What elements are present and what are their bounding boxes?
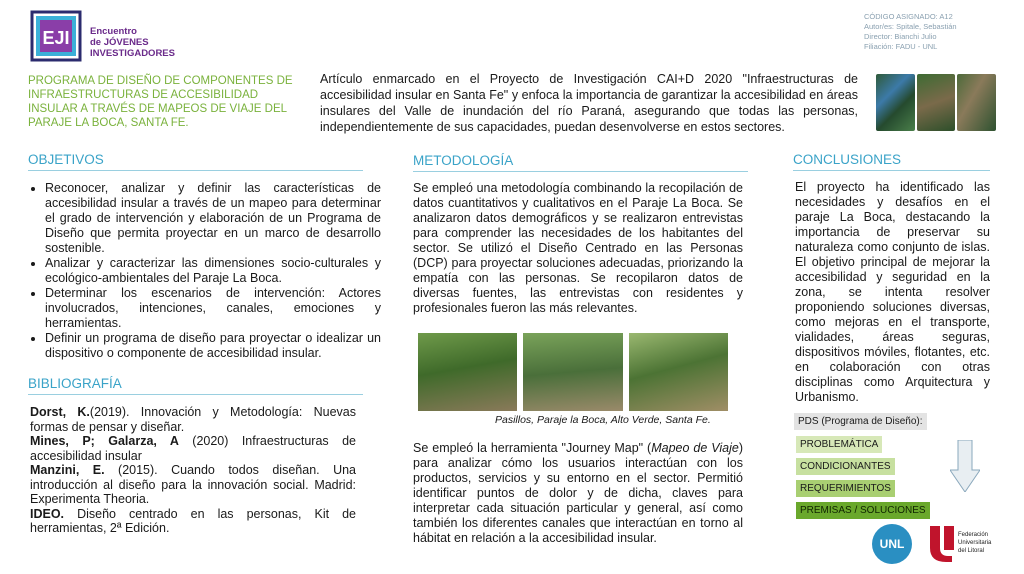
bibliography-list: [30, 405, 356, 536]
bib-entry: Mines, P; Galarza, A (2020) Infraestructuras de accesibilidad insular: [30, 434, 356, 463]
down-arrow-icon: [950, 440, 980, 492]
top-photo-strip: [876, 74, 996, 131]
logo-text: Encuentro de JÓVENES INVESTIGADORES: [90, 26, 175, 59]
list-item: • Analizar y caracterizar las dimensiones socio-culturales y ecológico-ambientales del Paraje La Boca.: [45, 256, 381, 286]
intro-paragraph: Artículo enmarcado en el Proyecto de Investigación CAI+D 2020 "Infraestructuras de accesibilidad insular en Santa Fe" y enfoca la importancia de garantizar la accesibilidad en áreas insulares del Valle de inundación del río Paraná, asegurando que todas las personas, independientemente de sus capacidades, puedan desenvolverse en estos sectores.: [320, 72, 858, 134]
list-item: • Reconocer, analizar y definir las características de accesibilidad insular a través de un mapeo para determinar el grado de intervención y elaboración de un Programa de Diseño que permita proyectar en un marco de desarrollo sostenible.: [45, 181, 381, 256]
project-meta: [864, 12, 957, 52]
pasillo-photo-3: [629, 333, 728, 411]
unl-logo: UNL: [872, 524, 912, 564]
pasillo-photo-1: [418, 333, 517, 411]
meta-code: CÓDIGO ASIGNADO: A12: [864, 12, 953, 21]
pds-label: PDS (Programa de Diseño):: [794, 413, 927, 430]
bibliografia-heading: BIBLIOGRAFÍA: [28, 376, 363, 395]
eji-logo: [30, 10, 82, 62]
meta-director: Director: Bianchi Julio: [864, 32, 937, 41]
bib-entry: Dorst, K.(2019). Innovación y Metodología: Nuevas formas de pensar y diseñar.: [30, 405, 356, 434]
meta-author: Autor/es: Spitale, Sebastián: [864, 22, 957, 31]
fue-line: Universitaria: [958, 540, 992, 546]
photo-caption: Pasillos, Paraje la Boca, Alto Verde, Santa Fe.: [495, 414, 711, 426]
aerial-photo-2: [917, 74, 956, 131]
fue-logo: [926, 520, 996, 564]
metodologia-paragraph-1: Se empleó una metodología combinando la recopilación de datos cuantitativos y cualitativos en el Paraje La Boca. Se analizaron datos demográficos y se realizaron entrevistas para comprender las necesidades de los habitantes del sector. Se utilizó el Diseño Centrado en las Personas (DCP) para proyectar soluciones adecuadas, priorizando la empatía con las personas. Se recopilaron datos de diversas fuentes, las entrevistas con residentes y profesionales fueron las más relevantes.: [413, 181, 743, 315]
conclusiones-paragraph: El proyecto ha identificado las necesidades y desafíos en el paraje La Boca, destacando la importancia de preservar su naturaleza como conjunto de islas. El objetivo principal de mejorar la accesibilidad y seguridad en la zona, se intenta resolver proponiendo soluciones diversas, como mejoras en el transporte, vialidades, áreas seguras, dispositivos móviles, flotantes, etc. en colaboración con otras disciplinas como Arquitectura y Urbanismo.: [795, 180, 990, 404]
conclusiones-heading: CONCLUSIONES: [793, 152, 990, 171]
aerial-photo-3: [957, 74, 996, 131]
pds-step-premisas: PREMISAS / SOLUCIONES: [796, 502, 930, 519]
objetivos-heading: OBJETIVOS: [28, 152, 363, 171]
meta-affiliation: Filiación: FADU - UNL: [864, 42, 938, 51]
pds-step-problematica: PROBLEMÁTICA: [796, 436, 882, 453]
metodologia-heading: METODOLOGÍA: [413, 153, 748, 172]
fue-line: del Litoral: [958, 548, 985, 554]
list-item: • Definir un programa de diseño para proyectar o idealizar un dispositivo o componente de accesibilidad insular.: [45, 331, 381, 361]
pds-step-requerimientos: REQUERIMIENTOS: [796, 480, 895, 497]
logo-mark: EJI: [42, 28, 70, 48]
bib-entry: Manzini, E. (2015). Cuando todos diseñan. Una introducción al diseño para la innovación social. Madrid: Experimenta Theoria.: [30, 463, 356, 506]
aerial-map-photo: [876, 74, 915, 131]
pasillos-photos: [418, 333, 728, 411]
program-title: PROGRAMA DE DISEÑO DE COMPONENTES DE INFRAESTRUCTURAS DE ACCESIBILIDAD INSULAR A TRAVÉS DE MAPEOS DE VIAJE DEL PARAJE LA BOCA, SANTA FE.: [28, 75, 293, 129]
bib-entry: IDEO. Diseño centrado en las personas, Kit de herramientas, 2ª Edición.: [30, 506, 356, 535]
list-item: • Determinar los escenarios de intervención: Actores involucrados, intenciones, canales, emociones y herramientas.: [45, 286, 381, 331]
pasillo-photo-2: [523, 333, 622, 411]
fue-line: Federación: [958, 532, 989, 538]
objetivos-list: [30, 181, 381, 361]
pds-step-condicionantes: CONDICIONANTES: [796, 458, 895, 475]
metodologia-paragraph-2: Se empleó la herramienta "Journey Map" (Mapeo de Viaje) para analizar cómo los usuarios interactúan con los productos, servicios y su entorno en el sector. Permitió identificar puntos de dolor y de dicha, claves para interpretar cada situación particular y general, así como también los diferentes canales que interactúan en torno al hábitat en relación a la accesibilidad insular.: [413, 441, 743, 545]
